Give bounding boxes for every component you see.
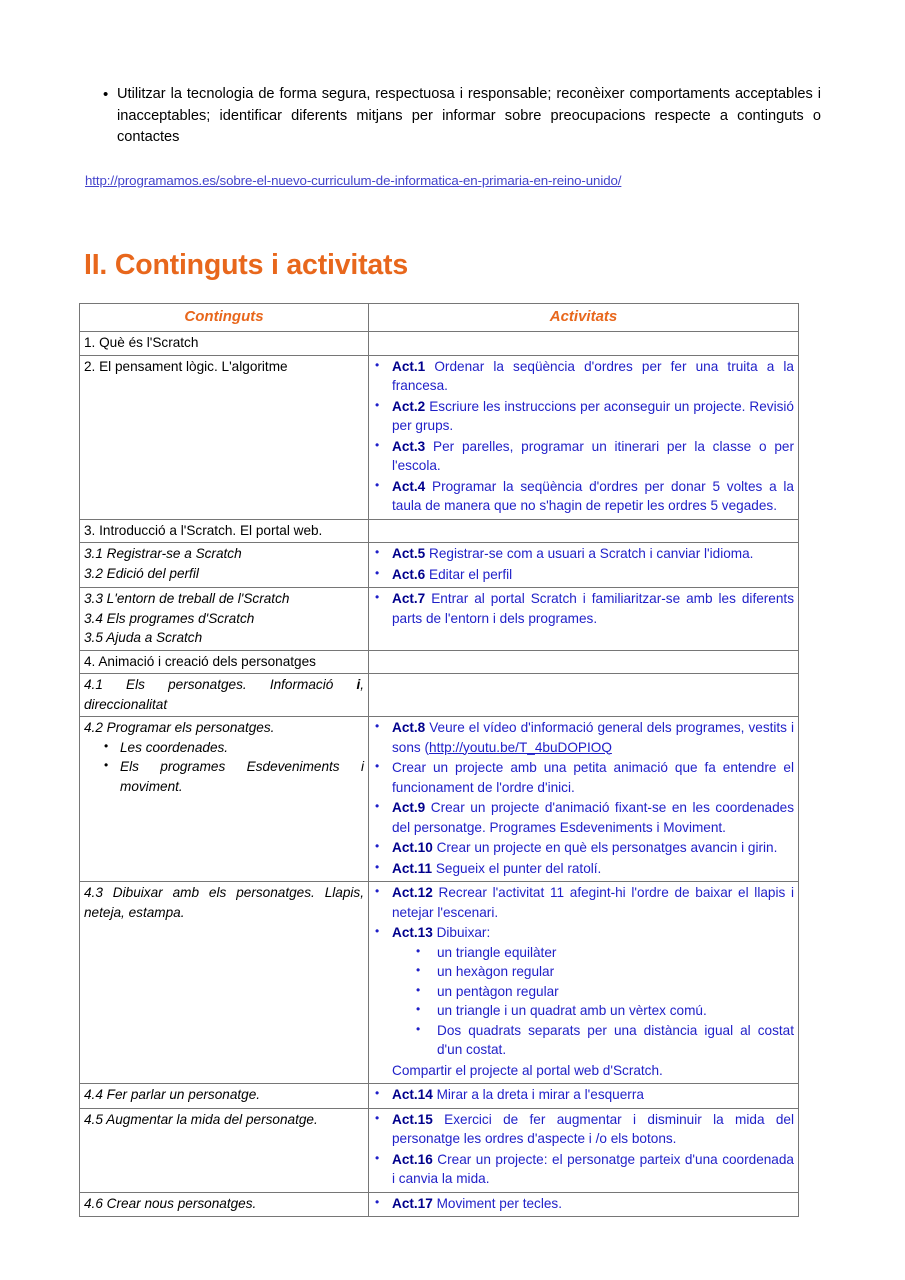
cell-continguts [80, 1192, 369, 1217]
cell-continguts [80, 519, 369, 543]
activity-label: Act.12 [392, 885, 433, 900]
source-link[interactable]: http://programamos.es/sobre-el-nuevo-curriculum-de-informatica-en-primaria-en-reino-unido/ [85, 173, 622, 188]
activity-item: • Act.11 Segueix el punter del ratolí. [373, 859, 794, 879]
cell-activitats [369, 650, 799, 674]
cell-continguts [80, 332, 369, 356]
activity-item: • Act.16 Crear un projecte: el personatge parteix d'una coordenada i canvia la mida. [373, 1150, 794, 1189]
table-row [80, 650, 799, 674]
cell-activitats [369, 355, 799, 519]
table-row [80, 1108, 799, 1192]
cell-continguts [80, 882, 369, 1084]
activity-item: • Act.10 Crear un projecte en què els personatges avancin i girin. [373, 838, 794, 858]
activities-list [373, 718, 794, 878]
cell-activitats [369, 588, 799, 651]
table-row [80, 1084, 799, 1109]
cell-continguts [80, 717, 369, 882]
activity-item: • Crear un projecte amb una petita animació que fa entendre el funcionament de l'ordre d'inici. [373, 758, 794, 797]
table-row [80, 355, 799, 519]
activity-item: • Act.15 Exercici de fer augmentar i disminuir la mida del personatge les ordres d'aspecte i /o els botons. [373, 1110, 794, 1149]
cell-continguts [80, 543, 369, 588]
content-text: 3.4 Els programes d'Scratch [84, 610, 255, 626]
continguts-activitats-table [79, 303, 799, 1217]
cell-activitats [369, 1108, 799, 1192]
content-text: 3.1 Registrar-se a Scratch [84, 546, 242, 561]
content-sub-list [84, 738, 364, 797]
cell-activitats [369, 519, 799, 543]
cell-activitats [369, 1192, 799, 1217]
table-header-row [80, 304, 799, 332]
activities-list [373, 1110, 794, 1189]
list-item: • Les coordenades. [84, 738, 364, 758]
cell-continguts [80, 650, 369, 674]
cell-activitats [369, 882, 799, 1084]
cell-activitats [369, 674, 799, 717]
content-text: 3.2 Edició del perfil [84, 565, 199, 581]
table-row [80, 543, 799, 588]
activity-label: Act.9 [392, 800, 426, 815]
activity-label: Act.4 [392, 478, 426, 494]
page-title: II. Continguts i activitats [84, 249, 408, 282]
table-row [80, 882, 799, 1084]
content-text: 4. Animació i creació dels personatges [84, 653, 316, 669]
cell-continguts [80, 355, 369, 519]
activity-item: • Act.12 Recrear l'activitat 11 afegint-hi l'ordre de baixar el llapis i netejar l'escenari. [373, 883, 794, 922]
empty-activities-cell [373, 521, 794, 540]
content-text: 4.4 Fer parlar un personatge. [84, 1087, 261, 1102]
activity-label: Act.13 [392, 925, 433, 940]
activity-label: Act.17 [392, 1195, 433, 1211]
activity-label: Act.10 [392, 840, 433, 855]
activities-list [373, 883, 794, 1080]
activities-list [373, 357, 794, 516]
table-row [80, 717, 799, 882]
intro-bullet-block [85, 84, 821, 149]
activity-label: Act.1 [392, 358, 426, 374]
table-row [80, 674, 799, 717]
empty-activities-cell [373, 333, 794, 352]
activity-label: Act.6 [392, 566, 426, 582]
list-item [85, 84, 821, 149]
activity-item: • Act.9 Crear un projecte d'animació fixant-se en les coordenades del personatge. Programes Esdeveniments i Moviment. [373, 798, 794, 837]
content-text: 1. Què és l'Scratch [84, 335, 199, 350]
cell-activitats [369, 717, 799, 882]
list-item: • un pentàgon regular [392, 982, 794, 1002]
cell-activitats [369, 1084, 799, 1109]
activities-list [373, 1085, 794, 1105]
activity-label: Act.16 [392, 1151, 433, 1167]
content-text: 4.6 Crear nous personatges. [84, 1195, 257, 1211]
activity-item: • Act.3 Per parelles, programar un itinerari per la classe o per l'escola. [373, 437, 794, 476]
cell-continguts [80, 588, 369, 651]
table-row [80, 519, 799, 543]
empty-activities-cell [373, 652, 794, 671]
activity-tail-text: Compartir el projecte al portal web d'Scratch. [392, 1062, 663, 1078]
activity-item: • Act.6 Editar el perfil [373, 565, 794, 585]
activity-label: Act.7 [392, 591, 426, 606]
activity-url[interactable]: http://youtu.be/T_4buDOPIOQ [429, 739, 612, 755]
list-item: • un hexàgon regular [392, 962, 794, 982]
activity-label: Act.8 [392, 720, 426, 735]
table-body [80, 332, 799, 1217]
list-item: • Dos quadrats separats per una distància igual al costat d'un costat. [392, 1021, 794, 1060]
activity-item: • Act.2 Escriure les instruccions per aconseguir un projecte. Revisió per grups. [373, 397, 794, 436]
activity-item: • Act.8 Veure el vídeo d'informació general dels programes, vestits i sons (http://youtu.be/T_4buDOPIOQ [373, 718, 794, 757]
cell-continguts [80, 674, 369, 717]
activity-item: • Act.5 Registrar-se com a usuari a Scratch i canviar l'idioma. [373, 544, 794, 564]
list-item: • Els programes Esdeveniments i moviment. [84, 757, 364, 796]
activity-label: Act.2 [392, 398, 426, 414]
content-text: 2. El pensament lògic. L'algoritme [84, 358, 288, 374]
activities-list [373, 544, 794, 584]
activity-item: • Act.4 Programar la seqüència d'ordres per donar 5 voltes a la taula de manera que no s'hagin de repetir les ordres 5 vegades. [373, 477, 794, 516]
cell-activitats [369, 332, 799, 356]
content-text: 4.5 Augmentar la mida del personatge. [84, 1111, 318, 1127]
cell-continguts [80, 1084, 369, 1109]
content-text: 3.5 Ajuda a Scratch [84, 630, 203, 645]
activity-item: • Act.17 Moviment per tecles. [373, 1194, 794, 1214]
activity-item: • Act.1 Ordenar la seqüència d'ordres per fer una truita a la francesa. [373, 357, 794, 396]
intro-bullet-text: Utilitzar la tecnologia de forma segura, respectuosa i responsable; reconèixer comportaments acceptables i inacceptables; identificar diferents mitjans per informar sobre preocupacions respecte a continguts o contactes [117, 86, 821, 145]
empty-activities-cell [373, 675, 794, 694]
column-header-activitats: Activitats [369, 304, 799, 332]
content-text: 3.3 L'entorn de treball de l'Scratch [84, 591, 290, 606]
activity-item: • Act.13 Dibuixar: • un triangle equilàter • un hexàgon regular • un pentàgon regular • un triangle i un quadrat amb un vèrtex comú. • Dos quadrats separats per una distància igual al costat d'un costat. [373, 923, 794, 1060]
activity-label: Act.3 [392, 438, 426, 454]
table-row [80, 588, 799, 651]
table-row [80, 332, 799, 356]
bullet-icon: • [103, 86, 109, 103]
activity-item: • Act.7 Entrar al portal Scratch i familiaritzar-se amb les diferents parts de l'entorn i dels programes. [373, 589, 794, 628]
column-header-continguts: Continguts [80, 304, 369, 332]
activities-list [373, 1194, 794, 1214]
activity-item: • Act.14 Mirar a la dreta i mirar a l'esquerra [373, 1085, 794, 1105]
content-text: 4.3 Dibuixar amb els personatges. Llapis, neteja, estampa. [84, 885, 364, 920]
cell-activitats [369, 543, 799, 588]
activities-list [373, 589, 794, 628]
content-text: 3. Introducció a l'Scratch. El portal web. [84, 522, 323, 538]
table-row [80, 1192, 799, 1217]
content-text: 4.2 Programar els personatges. [84, 720, 275, 735]
activity-label: Act.15 [392, 1111, 433, 1127]
activity-label: Act.11 [392, 860, 433, 876]
cell-continguts [80, 1108, 369, 1192]
list-item: • un triangle equilàter [392, 943, 794, 963]
content-text: 4.1 Els personatges. Informació i, direccionalitat [84, 677, 364, 712]
activity-label: Act.5 [392, 546, 426, 561]
list-item: • un triangle i un quadrat amb un vèrtex comú. [392, 1001, 794, 1021]
activity-sub-list [392, 943, 794, 1060]
activity-label: Act.14 [392, 1087, 433, 1102]
